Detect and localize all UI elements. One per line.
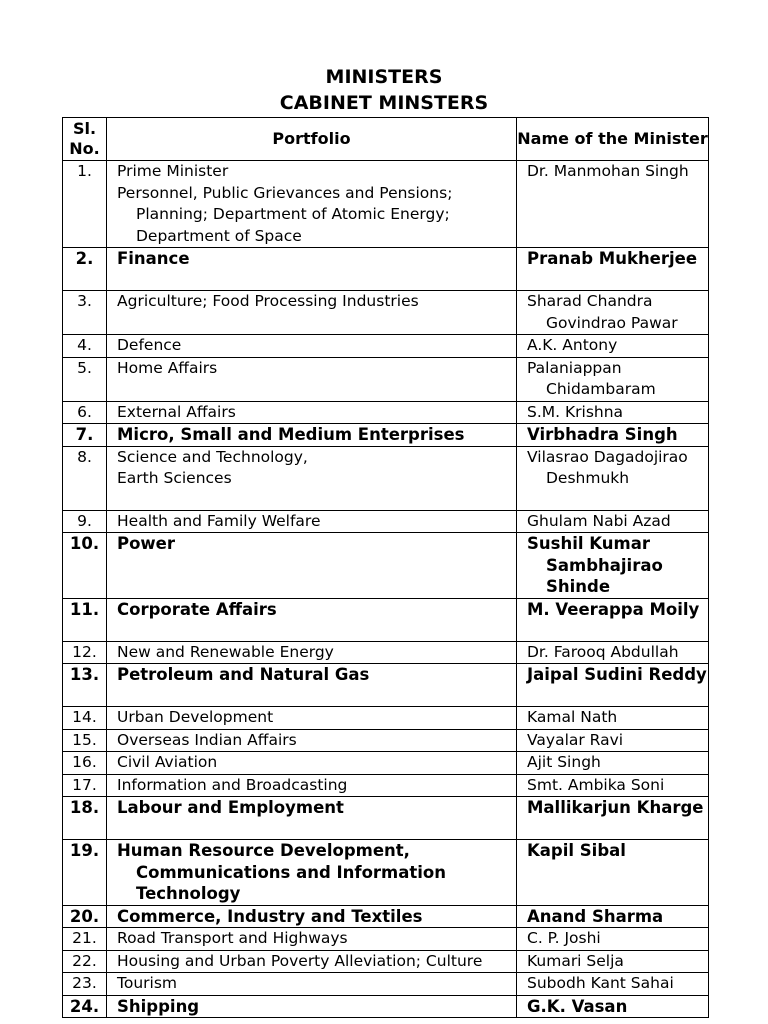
table-row: [63, 797, 709, 840]
minister-name-cell: [517, 752, 709, 775]
minister-name-cell: [517, 598, 709, 641]
portfolio-cell: [107, 335, 517, 358]
header-sl-no: Sl. No.: [63, 118, 107, 161]
row-number: 21.: [63, 928, 107, 951]
table-row: [63, 598, 709, 641]
portfolio-line: Information and Broadcasting: [117, 775, 348, 794]
portfolio-line: Home Affairs: [117, 358, 218, 377]
minister-name-cell: [517, 995, 709, 1018]
portfolio-cell: [107, 664, 517, 707]
table-row: [63, 928, 709, 951]
portfolio-line: Micro, Small and Medium Enterprises: [117, 425, 465, 444]
minister-name: Vayalar Ravi: [527, 730, 624, 749]
minister-name: Jaipal Sudini Reddy: [527, 665, 707, 684]
minister-name: Palaniappan Chidambaram: [527, 358, 656, 398]
portfolio-cell: [107, 905, 517, 928]
portfolio-cell: [107, 641, 517, 664]
portfolio-line: Petroleum and Natural Gas: [117, 665, 370, 684]
portfolio-line: Overseas Indian Affairs: [117, 730, 297, 749]
minister-name: Anand Sharma: [527, 906, 664, 926]
row-number: 5.: [63, 357, 107, 401]
portfolio-cell: [107, 797, 517, 840]
minister-name: Dr. Farooq Abdullah: [527, 642, 679, 661]
portfolio-line: Labour and Employment: [117, 798, 344, 817]
portfolio-line: Housing and Urban Poverty Alleviation; Culture: [117, 951, 483, 970]
minister-name-cell: [517, 840, 709, 906]
table-row: [63, 533, 709, 599]
table-row: [63, 664, 709, 707]
portfolio-cell: [107, 995, 517, 1018]
minister-name-cell: [517, 446, 709, 510]
minister-name: Virbhadra Singh: [527, 425, 678, 444]
row-number: 11.: [63, 598, 107, 641]
header-portfolio: Portfolio: [107, 118, 517, 161]
table-row: [63, 401, 709, 424]
row-number: 22.: [63, 950, 107, 973]
minister-name: Mallikarjun Kharge: [527, 798, 704, 817]
portfolio-line: Science and Technology,: [117, 447, 308, 466]
minister-name-cell: [517, 928, 709, 951]
portfolio-line: Power: [117, 534, 175, 553]
row-number: 6.: [63, 401, 107, 424]
portfolio-line: Defence: [117, 336, 182, 354]
table-row: [63, 707, 709, 730]
portfolio-line: Health and Family Welfare: [117, 511, 321, 530]
minister-name: Kapil Sibal: [527, 841, 626, 860]
row-number: 23.: [63, 973, 107, 996]
table-row: [63, 424, 709, 447]
portfolio-line: Tourism: [117, 974, 177, 992]
portfolio-cell: [107, 707, 517, 730]
portfolio-cell: [107, 446, 517, 510]
table-row: [63, 510, 709, 533]
row-number: 17.: [63, 774, 107, 797]
minister-name-cell: [517, 291, 709, 335]
minister-name: Ajit Singh: [527, 753, 601, 771]
row-number: 8.: [63, 446, 107, 510]
minister-name-cell: [517, 905, 709, 928]
table-row: [63, 335, 709, 358]
portfolio-cell: [107, 729, 517, 752]
table-row: [63, 973, 709, 996]
portfolio-cell: [107, 928, 517, 951]
portfolio-cell: [107, 533, 517, 599]
portfolio-line: Shipping: [117, 996, 200, 1016]
minister-name-cell: [517, 401, 709, 424]
row-number: 24.: [63, 995, 107, 1018]
row-number: 14.: [63, 707, 107, 730]
table-row: [63, 446, 709, 510]
minister-name: Smt. Ambika Soni: [527, 775, 665, 794]
row-number: 16.: [63, 752, 107, 775]
minister-name-cell: [517, 161, 709, 248]
minister-name: Vilasrao Dagadojirao Deshmukh: [527, 447, 688, 487]
row-number: 20.: [63, 905, 107, 928]
minister-name-cell: [517, 664, 709, 707]
portfolio-line: Personnel, Public Grievances and Pensions; Planning; Department of Atomic Energy; Department of Space: [117, 183, 453, 245]
minister-name: C. P. Joshi: [527, 929, 601, 947]
portfolio-cell: [107, 840, 517, 906]
row-number: 18.: [63, 797, 107, 840]
row-number: 1.: [63, 161, 107, 248]
table-header-row: [63, 118, 709, 161]
portfolio-cell: [107, 973, 517, 996]
table-row: [63, 840, 709, 906]
minister-name: G.K. Vasan: [527, 996, 628, 1016]
minister-name: Sushil Kumar Sambhajirao Shinde: [527, 534, 663, 596]
portfolio-cell: [107, 357, 517, 401]
minister-name-cell: [517, 973, 709, 996]
table-row: [63, 357, 709, 401]
portfolio-cell: [107, 424, 517, 447]
minister-name: Kumari Selja: [527, 951, 624, 970]
table-row: [63, 641, 709, 664]
portfolio-line: Civil Aviation: [117, 753, 218, 771]
table-row: [63, 291, 709, 335]
table-row: [63, 248, 709, 291]
table-row: [63, 161, 709, 248]
portfolio-line: Prime Minister: [117, 162, 229, 180]
portfolio-cell: [107, 950, 517, 973]
portfolio-cell: [107, 401, 517, 424]
minister-name-cell: [517, 248, 709, 291]
table-row: [63, 774, 709, 797]
row-number: 2.: [63, 248, 107, 291]
portfolio-cell: [107, 510, 517, 533]
minister-name: Ghulam Nabi Azad: [527, 511, 671, 530]
row-number: 12.: [63, 641, 107, 664]
minister-name: Sharad Chandra Govindrao Pawar: [527, 292, 678, 332]
table-row: [63, 995, 709, 1018]
table-row: [63, 950, 709, 973]
portfolio-cell: [107, 774, 517, 797]
minister-name-cell: [517, 950, 709, 973]
minister-name: S.M. Krishna: [527, 402, 624, 421]
minister-name: Dr. Manmohan Singh: [527, 162, 689, 180]
row-number: 19.: [63, 840, 107, 906]
portfolio-line: External Affairs: [117, 402, 236, 421]
minister-name-cell: [517, 510, 709, 533]
portfolio-line: Commerce, Industry and Textiles: [117, 906, 423, 926]
portfolio-line: Agriculture; Food Processing Industries: [117, 292, 419, 310]
table-row: [63, 752, 709, 775]
portfolio-line: New and Renewable Energy: [117, 642, 334, 661]
minister-name-cell: [517, 424, 709, 447]
minister-name-cell: [517, 774, 709, 797]
minister-name-cell: [517, 729, 709, 752]
portfolio-cell: [107, 161, 517, 248]
row-number: 15.: [63, 729, 107, 752]
ministers-table: [62, 117, 709, 1018]
row-number: 7.: [63, 424, 107, 447]
table-row: [63, 905, 709, 928]
minister-name: Pranab Mukherjee: [527, 249, 698, 268]
row-number: 9.: [63, 510, 107, 533]
row-number: 13.: [63, 664, 107, 707]
portfolio-line: Urban Development: [117, 708, 274, 726]
page-subtitle: CABINET MINSTERS: [279, 92, 489, 114]
row-number: 10.: [63, 533, 107, 599]
portfolio-cell: [107, 291, 517, 335]
minister-name-cell: [517, 641, 709, 664]
minister-name-cell: [517, 357, 709, 401]
row-number: 3.: [63, 291, 107, 335]
page-title: MINISTERS: [325, 66, 443, 88]
portfolio-cell: [107, 752, 517, 775]
minister-name-cell: [517, 797, 709, 840]
minister-name: Kamal Nath: [527, 708, 618, 726]
header-minister-name: Name of the Minister: [517, 118, 709, 161]
minister-name: Subodh Kant Sahai: [527, 974, 674, 992]
table-row: [63, 729, 709, 752]
portfolio-line: Finance: [117, 249, 190, 268]
portfolio-cell: [107, 598, 517, 641]
portfolio-line: Road Transport and Highways: [117, 929, 348, 947]
row-number: 4.: [63, 335, 107, 358]
portfolio-cell: [107, 248, 517, 291]
minister-name-cell: [517, 335, 709, 358]
minister-name: A.K. Antony: [527, 336, 618, 354]
minister-name-cell: [517, 533, 709, 599]
portfolio-line: Corporate Affairs: [117, 599, 277, 619]
portfolio-line: Human Resource Development, Communications and Information Technology: [117, 841, 447, 903]
portfolio-line: Earth Sciences: [117, 469, 232, 487]
minister-name-cell: [517, 707, 709, 730]
minister-name: M. Veerappa Moily: [527, 599, 700, 619]
